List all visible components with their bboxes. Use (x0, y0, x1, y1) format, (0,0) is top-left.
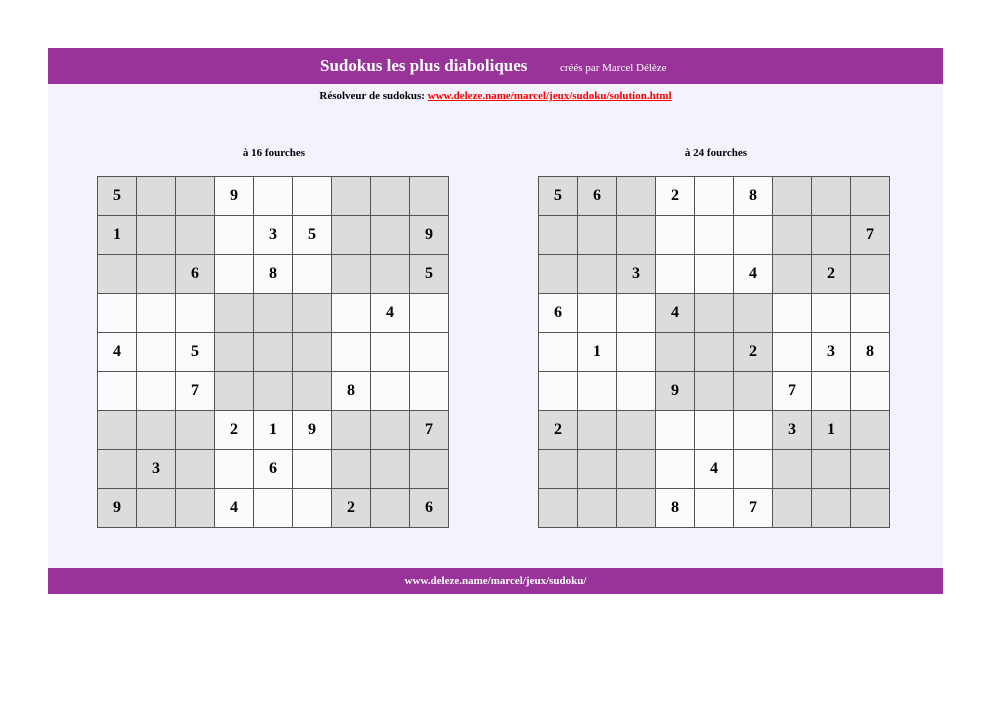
sudoku-cell (410, 177, 449, 216)
sudoku-cell (293, 450, 332, 489)
sudoku-cell: 9 (656, 372, 695, 411)
sudoku-cell (734, 450, 773, 489)
sudoku-cell (215, 450, 254, 489)
sudoku-cell (539, 489, 578, 528)
footer-band (48, 568, 943, 594)
grid-row (539, 372, 890, 411)
sudoku-cell (137, 255, 176, 294)
sudoku-cell (332, 411, 371, 450)
sudoku-cell: 9 (410, 216, 449, 255)
puzzle-2-caption: à 24 fourches (684, 147, 748, 159)
sudoku-cell: 5 (539, 177, 578, 216)
grid-row (98, 372, 449, 411)
sudoku-cell (539, 333, 578, 372)
solver-link[interactable]: www.deleze.name/marcel/jeux/sudoku/solution.html (427, 90, 672, 102)
grid-row (539, 255, 890, 294)
sudoku-cell: 2 (332, 489, 371, 528)
sudoku-cell (578, 372, 617, 411)
sudoku-cell: 2 (656, 177, 695, 216)
sudoku-cell (332, 216, 371, 255)
sudoku-cell (254, 177, 293, 216)
sudoku-cell (137, 372, 176, 411)
sudoku-cell (98, 372, 137, 411)
sudoku-cell (656, 411, 695, 450)
sudoku-cell: 3 (812, 333, 851, 372)
sudoku-cell: 7 (851, 216, 890, 255)
sudoku-cell (410, 333, 449, 372)
sudoku-cell (656, 216, 695, 255)
sudoku-cell: 5 (410, 255, 449, 294)
sudoku-cell (137, 177, 176, 216)
sudoku-cell: 9 (98, 489, 137, 528)
sudoku-cell: 3 (773, 411, 812, 450)
sudoku-cell (812, 450, 851, 489)
sudoku-cell (851, 255, 890, 294)
sudoku-cell (617, 333, 656, 372)
sudoku-cell (215, 333, 254, 372)
sudoku-cell (176, 177, 215, 216)
sudoku-cell (539, 450, 578, 489)
sudoku-cell (656, 450, 695, 489)
sudoku-cell (137, 294, 176, 333)
sudoku-cell (851, 294, 890, 333)
sudoku-cell (578, 450, 617, 489)
sudoku-cell: 1 (98, 216, 137, 255)
sudoku-cell (773, 255, 812, 294)
sudoku-cell: 4 (371, 294, 410, 333)
sudoku-cell: 2 (215, 411, 254, 450)
sudoku-cell (332, 450, 371, 489)
header-band (48, 48, 943, 84)
grid-row (539, 294, 890, 333)
sudoku-cell (371, 450, 410, 489)
sudoku-cell (656, 333, 695, 372)
grid-row (98, 411, 449, 450)
sudoku-cell (98, 450, 137, 489)
sudoku-cell (176, 411, 215, 450)
sudoku-cell (254, 372, 293, 411)
sudoku-cell (332, 294, 371, 333)
sudoku-cell (851, 177, 890, 216)
sudoku-cell: 6 (539, 294, 578, 333)
sudoku-cell (695, 333, 734, 372)
sudoku-cell (695, 489, 734, 528)
sudoku-grid-24 (538, 176, 890, 528)
grid-row (98, 294, 449, 333)
sudoku-cell (215, 255, 254, 294)
sudoku-cell (293, 372, 332, 411)
sudoku-cell (371, 333, 410, 372)
sudoku-cell (137, 489, 176, 528)
sudoku-cell (176, 216, 215, 255)
sudoku-cell (851, 450, 890, 489)
sudoku-cell (812, 372, 851, 411)
sudoku-cell (773, 450, 812, 489)
sudoku-cell: 1 (254, 411, 293, 450)
sudoku-cell: 2 (812, 255, 851, 294)
sudoku-cell (176, 450, 215, 489)
sudoku-cell (137, 411, 176, 450)
sudoku-cell (293, 333, 332, 372)
sudoku-cell (293, 294, 332, 333)
page (48, 48, 943, 594)
sudoku-cell: 8 (254, 255, 293, 294)
sudoku-cell: 8 (851, 333, 890, 372)
grid-row (539, 450, 890, 489)
sudoku-cell (695, 372, 734, 411)
sudoku-cell (410, 450, 449, 489)
sudoku-cell (656, 255, 695, 294)
puzzle-1-caption: à 16 fourches (242, 147, 306, 159)
sudoku-cell: 4 (98, 333, 137, 372)
sudoku-cell (851, 411, 890, 450)
sudoku-grid-16 (97, 176, 449, 528)
sudoku-cell (617, 216, 656, 255)
sudoku-cell: 4 (695, 450, 734, 489)
sudoku-cell: 5 (293, 216, 332, 255)
sudoku-cell (734, 411, 773, 450)
sudoku-cell (98, 411, 137, 450)
sudoku-cell (773, 489, 812, 528)
sudoku-cell (617, 372, 656, 411)
sudoku-cell (578, 294, 617, 333)
sudoku-cell (578, 255, 617, 294)
sudoku-cell (812, 177, 851, 216)
sudoku-cell: 5 (98, 177, 137, 216)
sudoku-cell (215, 294, 254, 333)
grid-row (539, 177, 890, 216)
sudoku-cell: 9 (293, 411, 332, 450)
sudoku-cell (695, 177, 734, 216)
grid-row (98, 216, 449, 255)
sudoku-cell: 4 (734, 255, 773, 294)
sudoku-cell (293, 177, 332, 216)
grid-row (98, 333, 449, 372)
sudoku-cell (98, 294, 137, 333)
sudoku-cell: 6 (176, 255, 215, 294)
sudoku-cell (371, 177, 410, 216)
sudoku-cell: 4 (656, 294, 695, 333)
grid-row (539, 333, 890, 372)
sudoku-cell (773, 216, 812, 255)
sudoku-cell (254, 294, 293, 333)
sudoku-cell (332, 333, 371, 372)
sudoku-cell: 7 (773, 372, 812, 411)
solver-line (48, 90, 943, 102)
grid-row (98, 489, 449, 528)
grid-row (98, 177, 449, 216)
sudoku-cell: 3 (254, 216, 293, 255)
sudoku-cell: 5 (176, 333, 215, 372)
sudoku-cell: 7 (734, 489, 773, 528)
grid-row (98, 255, 449, 294)
author-byline: créés par Marcel Délèze (560, 62, 667, 74)
sudoku-cell (254, 489, 293, 528)
sudoku-cell (176, 489, 215, 528)
sudoku-cell (578, 216, 617, 255)
sudoku-cell (617, 411, 656, 450)
sudoku-cell (332, 255, 371, 294)
sudoku-cell (410, 372, 449, 411)
sudoku-cell: 9 (215, 177, 254, 216)
sudoku-cell (254, 333, 293, 372)
sudoku-cell (578, 411, 617, 450)
sudoku-cell (293, 489, 332, 528)
sudoku-cell (293, 255, 332, 294)
sudoku-cell (773, 177, 812, 216)
sudoku-cell (215, 372, 254, 411)
sudoku-cell (176, 294, 215, 333)
sudoku-cell: 1 (578, 333, 617, 372)
sudoku-cell: 4 (215, 489, 254, 528)
sudoku-cell: 6 (410, 489, 449, 528)
sudoku-cell (539, 372, 578, 411)
sudoku-cell: 6 (578, 177, 617, 216)
sudoku-cell (137, 333, 176, 372)
grid-row (539, 216, 890, 255)
sudoku-cell: 2 (734, 333, 773, 372)
sudoku-cell: 8 (656, 489, 695, 528)
sudoku-cell (812, 294, 851, 333)
sudoku-cell (734, 216, 773, 255)
sudoku-cell (539, 255, 578, 294)
sudoku-cell (371, 411, 410, 450)
sudoku-cell: 2 (539, 411, 578, 450)
sudoku-cell (812, 216, 851, 255)
sudoku-cell (734, 372, 773, 411)
sudoku-cell (332, 177, 371, 216)
sudoku-cell (773, 333, 812, 372)
page-title: Sudokus les plus diaboliques (320, 56, 528, 75)
grid-row (539, 489, 890, 528)
sudoku-cell (371, 255, 410, 294)
sudoku-cell (98, 255, 137, 294)
sudoku-cell (539, 216, 578, 255)
sudoku-cell (617, 177, 656, 216)
sudoku-cell (812, 489, 851, 528)
sudoku-cell (371, 216, 410, 255)
sudoku-cell: 1 (812, 411, 851, 450)
sudoku-cell: 6 (254, 450, 293, 489)
sudoku-cell (851, 489, 890, 528)
sudoku-cell (695, 255, 734, 294)
sudoku-cell (215, 216, 254, 255)
sudoku-cell (617, 489, 656, 528)
sudoku-cell (371, 489, 410, 528)
sudoku-cell (695, 294, 734, 333)
sudoku-cell (137, 216, 176, 255)
sudoku-cell: 3 (137, 450, 176, 489)
sudoku-cell (578, 489, 617, 528)
sudoku-cell (695, 411, 734, 450)
sudoku-cell (695, 216, 734, 255)
grid-row (539, 411, 890, 450)
sudoku-cell: 7 (410, 411, 449, 450)
sudoku-cell (617, 294, 656, 333)
sudoku-cell (617, 450, 656, 489)
footer-url: www.deleze.name/marcel/jeux/sudoku/ (404, 575, 587, 587)
sudoku-cell (851, 372, 890, 411)
sudoku-cell: 3 (617, 255, 656, 294)
solver-label: Résolveur de sudokus: (319, 90, 425, 102)
sudoku-cell (734, 294, 773, 333)
sudoku-cell: 8 (734, 177, 773, 216)
sudoku-cell: 7 (176, 372, 215, 411)
sudoku-cell: 8 (332, 372, 371, 411)
sudoku-cell (410, 294, 449, 333)
sudoku-cell (773, 294, 812, 333)
grid-row (98, 450, 449, 489)
sudoku-cell (371, 372, 410, 411)
